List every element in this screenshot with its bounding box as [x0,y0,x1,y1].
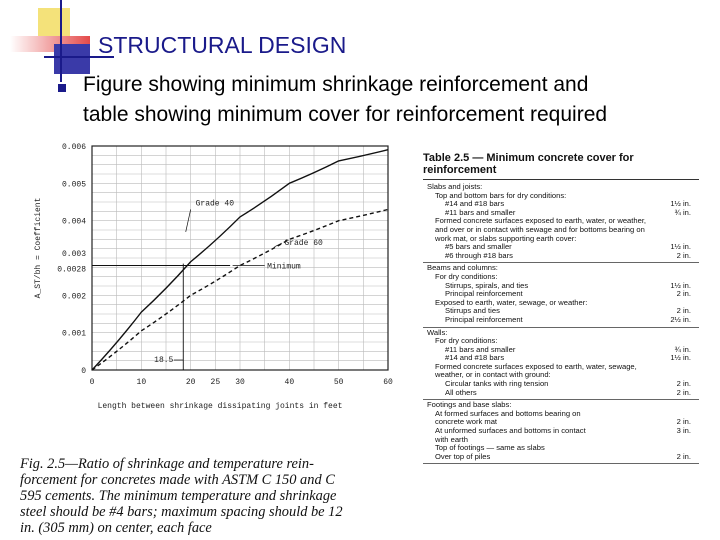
bullet-marker [58,84,66,92]
caption-line-5: in. (305 mm) on center, each face [20,520,212,536]
bullet-line-1: Figure showing minimum shrinkage reinforcement and [83,73,589,96]
table-row-value: 1½ in. [670,280,691,290]
table-row-value [691,410,699,419]
table-row-label: Formed concrete surfaces exposed to earth, water, or weather, [435,216,647,226]
table-row-value: ¾ in. [674,344,691,354]
table-row-value [691,401,699,410]
y-tick-label: 0.003 [61,250,86,259]
table-row-label: #14 and #18 bars [445,353,505,363]
table-row-value: 1½ in. [670,242,691,252]
bullet-text [83,70,703,130]
table-row-value: 2 in. [676,306,691,316]
table-row-label: weather, or in contact with ground: [435,370,551,380]
y-tick-label: 0.006 [61,143,86,152]
y-tick-label: 0.0028 [57,265,86,275]
table-section [423,263,699,327]
slide-title: STRUCTURAL DESIGN [98,32,347,58]
table-row-label: #14 and #18 bars [445,199,505,209]
x-tick-label: 60 [383,378,393,387]
table-row-value: 1½ in. [670,353,691,363]
table-row-label: Over top of piles [435,451,491,461]
figure-caption [20,456,400,536]
table-row-value [691,217,699,226]
table-row-value: 2½ in. [670,314,691,324]
table-row-label: Footings and base slabs: [427,400,512,410]
table-row-label: Principal reinforcement [445,314,523,324]
table-row-label: Circular tanks with ring tension [445,379,549,389]
table-row-label: Slabs and joists: [427,182,483,191]
decor-vertical-line [60,0,62,82]
x-tick-label: 40 [284,378,295,387]
y-tick-label: 0 [81,367,86,376]
table-section [423,400,699,464]
x-tick-label: 30 [235,378,245,387]
table-row-label: For dry conditions: [435,271,498,281]
series-label-grade-40: Grade 40 [195,199,235,209]
x-tick-label: 0 [89,378,95,387]
y-tick-label: 0.004 [61,217,86,227]
table-row-label: #5 bars and smaller [445,242,512,252]
y-axis-label: A_ST/bh = Coefficient [34,197,43,299]
x-axis-label: Length between shrinkage dissipating joints in feet [97,402,343,411]
y-tick-label: 0.005 [61,180,86,190]
annotation-label-18-5: 18.5 [154,356,174,365]
table-title-line-1: Table 2.5 — Minimum concrete cover for [423,152,634,164]
caption-line-2: forcement for concretes made with ASTM C 150 and C [20,472,335,488]
table-row-label: All others [445,387,477,397]
table-row-value [691,183,699,192]
table-row-label: Stirrups, spirals, and ties [445,280,529,290]
table-row-label: #11 bars and smaller [445,207,516,217]
table-row [423,389,699,398]
y-tick-label: 0.002 [61,292,86,302]
table-row-value: 3 in. [676,426,691,436]
table-row-value: 1½ in. [670,199,691,209]
table-row-label: concrete work mat [435,417,498,427]
table-row [423,252,699,261]
table-row-label: At formed surfaces and bottoms bearing on [435,408,581,418]
table-row-value [691,235,699,244]
table-title-line-2: reinforcement [423,164,497,176]
table-row-label: Walls: [427,327,448,337]
table-row-label: At unformed surfaces and bottoms in contact [435,426,586,436]
bullet-line-2: table showing minimum cover for reinforcement required [83,103,608,126]
table-row-label: Exposed to earth, water, sewage, or weather: [435,297,588,307]
table-row-value [691,264,699,273]
table-row-label: #6 through #18 bars [445,250,513,260]
table-row-value: 2 in. [676,387,691,397]
table-row-value: 2 in. [676,250,691,260]
x-tick-label: 10 [136,378,147,387]
table-row-label: Stirrups and ties [445,306,500,316]
table-row-value [691,299,699,308]
series-label-grade-60: Grade 60 [284,238,323,248]
table-row-label: work mat, or slabs supporting earth cover: [435,233,577,243]
minimum-label: Minimum [267,262,301,272]
x-tick-label: 50 [333,378,344,387]
table-row-value: 2 in. [676,451,691,461]
table-row-value [691,329,699,338]
table-row-value: ¾ in. [674,207,691,217]
cover-table [423,152,699,464]
table-row-label: Top of footings — same as slabs [435,443,545,453]
table-row [423,453,699,462]
table-row-value [691,337,699,346]
table-row [423,316,699,325]
table-row-label: Formed concrete surfaces exposed to earth, water, sewage, [435,361,637,371]
table-row-label: Top and bottom bars for dry conditions: [435,190,567,200]
table-row-value [691,273,699,282]
table-row-value: 2 in. [676,379,691,389]
table-row-value [691,363,699,372]
table-row-value: 2 in. [676,417,691,427]
table-row-label: and over or in contact with sewage and for bottoms bearing on [435,224,645,234]
table-body [423,182,699,464]
table-section [423,328,699,401]
table-row-label: For dry conditions: [435,336,498,346]
y-tick-label: 0.001 [61,329,86,339]
table-row-value [691,192,699,201]
table-row-label: with earth [435,434,468,444]
x-tick-label: 20 [185,378,196,387]
x-tick-label: 25 [210,378,221,387]
table-title [423,152,699,180]
caption-line-1: Fig. 2.5—Ratio of shrinkage and temperature rein- [20,456,314,472]
table-row-value [691,371,699,380]
table-row-value [691,436,699,445]
shrinkage-chart [0,130,400,420]
table-row-label: #11 bars and smaller [445,344,516,354]
caption-line-4: steel should be #4 bars; maximum spacing should be 12 [20,504,343,520]
table-row-value [691,226,699,235]
table-row-value [691,444,699,453]
caption-line-3: 595 cements. The minimum temperature and shrinkage [20,488,337,504]
table-row-label: Principal reinforcement [445,289,523,299]
table-row-value: 2 in. [676,289,691,299]
table-row-label: Beams and columns: [427,263,498,273]
table-section [423,182,699,263]
